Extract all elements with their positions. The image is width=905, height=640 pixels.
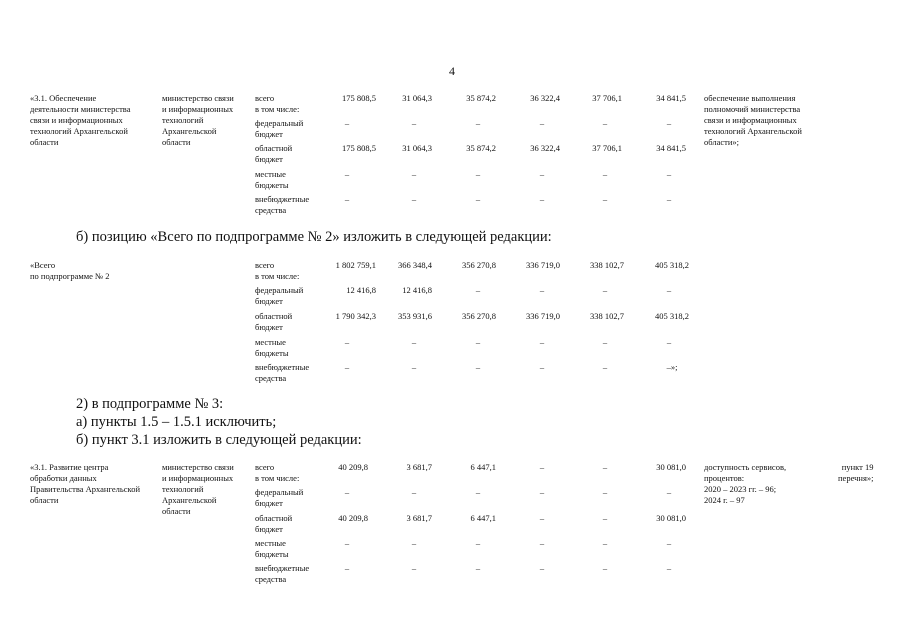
value-cell: 356 270,8 — [462, 260, 496, 270]
value-cell: 30 081,0 — [656, 462, 686, 472]
value-cell: – — [666, 285, 672, 295]
value-cell: – — [411, 563, 417, 573]
value-cell: 31 064,3 — [402, 93, 432, 103]
source-label: местные бюджеты — [255, 169, 289, 190]
source-label: всего в том числе: — [255, 462, 300, 483]
value-cell: 40 209,8 — [338, 513, 368, 523]
value-cell: 366 348,4 — [398, 260, 432, 270]
value-cell: 405 318,2 — [655, 311, 689, 321]
value-cell: – — [539, 194, 545, 204]
value-cell: – — [475, 563, 481, 573]
source-label: областной бюджет — [255, 143, 293, 164]
value-cell: – — [475, 285, 481, 295]
value-cell: 40 209,8 — [338, 462, 368, 472]
value-cell: – — [602, 513, 608, 523]
value-cell: – — [475, 487, 481, 497]
value-cell: – — [666, 169, 672, 179]
value-cell: – — [411, 118, 417, 128]
expected-result: обеспечение выполнения полномочий министерства связи и информационных технологий Архангельской области»; — [704, 93, 802, 147]
source-label: местные бюджеты — [255, 337, 289, 358]
value-cell: – — [602, 285, 608, 295]
value-cell: – — [666, 487, 672, 497]
value-cell: 3 681,7 — [406, 462, 432, 472]
value-cell: 336 719,0 — [526, 311, 560, 321]
value-cell: – — [602, 563, 608, 573]
value-cell: – — [666, 538, 672, 548]
value-cell: – — [602, 462, 608, 472]
value-cell: – — [411, 487, 417, 497]
value-cell: – — [411, 169, 417, 179]
item-name: «3.1. Развитие центра обработки данных Правительства Архангельской области — [30, 462, 140, 505]
value-cell: – — [344, 362, 350, 372]
reference-note: пункт 19 перечня»; — [838, 462, 874, 483]
value-cell: – — [475, 362, 481, 372]
value-cell: – — [539, 337, 545, 347]
value-cell: 30 081,0 — [656, 513, 686, 523]
value-cell: 34 841,5 — [656, 93, 686, 103]
value-cell: – — [344, 487, 350, 497]
value-cell: – — [602, 169, 608, 179]
value-cell: – — [539, 563, 545, 573]
value-cell: 12 416,8 — [402, 285, 432, 295]
item-name: «Всего по подпрограмме № 2 — [30, 260, 110, 281]
amendment-paragraph: б) пункт 3.1 изложить в следующей редакции: — [76, 432, 362, 448]
value-cell: 338 102,7 — [590, 260, 624, 270]
value-cell: 1 790 342,3 — [335, 311, 376, 321]
source-label: федеральный бюджет — [255, 118, 304, 139]
value-cell: – — [666, 194, 672, 204]
source-label: местные бюджеты — [255, 538, 289, 559]
value-cell: – — [602, 118, 608, 128]
value-cell: – — [602, 538, 608, 548]
value-cell: 35 874,2 — [466, 143, 496, 153]
value-cell: – — [666, 563, 672, 573]
value-cell: – — [344, 337, 350, 347]
value-cell: 1 802 759,1 — [335, 260, 376, 270]
value-cell: – — [344, 169, 350, 179]
value-cell: 353 931,6 — [398, 311, 432, 321]
value-cell: 35 874,2 — [466, 93, 496, 103]
amendment-paragraph: б) позицию «Всего по подпрограмме № 2» изложить в следующей редакции: — [76, 229, 552, 245]
value-cell: – — [475, 118, 481, 128]
executor: министерство связи и информационных технологий Архангельской области — [162, 462, 234, 516]
source-label: внебюджетные средства — [255, 563, 310, 584]
value-cell: – — [344, 118, 350, 128]
value-cell: – — [666, 337, 672, 347]
value-cell: – — [539, 462, 545, 472]
value-cell: – — [666, 118, 672, 128]
value-cell: – — [344, 538, 350, 548]
value-cell: 37 706,1 — [592, 143, 622, 153]
value-cell: 3 681,7 — [406, 513, 432, 523]
value-cell: 6 447,1 — [470, 462, 496, 472]
value-cell: – — [344, 563, 350, 573]
source-label: федеральный бюджет — [255, 285, 304, 306]
value-cell: 37 706,1 — [592, 93, 622, 103]
value-cell: 34 841,5 — [656, 143, 686, 153]
value-cell: 338 102,7 — [590, 311, 624, 321]
value-cell: – — [475, 169, 481, 179]
value-cell: – — [602, 337, 608, 347]
value-cell: – — [411, 337, 417, 347]
source-label: всего в том числе: — [255, 260, 300, 281]
value-cell: – — [411, 362, 417, 372]
value-cell: –»; — [666, 362, 678, 372]
expected-result: доступность сервисов, процентов: 2020 – 2023 гг. – 96; 2024 г. – 97 — [704, 462, 787, 505]
value-cell: – — [602, 487, 608, 497]
value-cell: 31 064,3 — [402, 143, 432, 153]
value-cell: – — [539, 513, 545, 523]
value-cell: – — [539, 487, 545, 497]
value-cell: – — [475, 538, 481, 548]
source-label: областной бюджет — [255, 311, 293, 332]
value-cell: 175 808,5 — [342, 143, 376, 153]
value-cell: – — [539, 169, 545, 179]
page-number: 4 — [449, 64, 455, 78]
value-cell: – — [602, 194, 608, 204]
value-cell: 36 322,4 — [530, 143, 560, 153]
value-cell: – — [539, 118, 545, 128]
executor: министерство связи и информационных технологий Архангельской области — [162, 93, 234, 147]
value-cell: – — [602, 362, 608, 372]
amendment-paragraph: а) пункты 1.5 – 1.5.1 исключить; — [76, 414, 277, 430]
item-name: «3.1. Обеспечение деятельности министерства связи и информационных технологий Архангельской области — [30, 93, 131, 147]
amendment-paragraph: 2) в подпрограмме № 3: — [76, 396, 224, 412]
source-label: всего в том числе: — [255, 93, 300, 114]
source-label: областной бюджет — [255, 513, 293, 534]
value-cell: 6 447,1 — [470, 513, 496, 523]
source-label: федеральный бюджет — [255, 487, 304, 508]
source-label: внебюджетные средства — [255, 362, 310, 383]
value-cell: 12 416,8 — [346, 285, 376, 295]
value-cell: 405 318,2 — [655, 260, 689, 270]
value-cell: – — [475, 337, 481, 347]
value-cell: – — [539, 362, 545, 372]
value-cell: – — [539, 285, 545, 295]
value-cell: – — [344, 194, 350, 204]
value-cell: 36 322,4 — [530, 93, 560, 103]
value-cell: – — [411, 194, 417, 204]
value-cell: 356 270,8 — [462, 311, 496, 321]
value-cell: 336 719,0 — [526, 260, 560, 270]
value-cell: – — [475, 194, 481, 204]
value-cell: 175 808,5 — [342, 93, 376, 103]
value-cell: – — [539, 538, 545, 548]
value-cell: – — [411, 538, 417, 548]
source-label: внебюджетные средства — [255, 194, 310, 215]
